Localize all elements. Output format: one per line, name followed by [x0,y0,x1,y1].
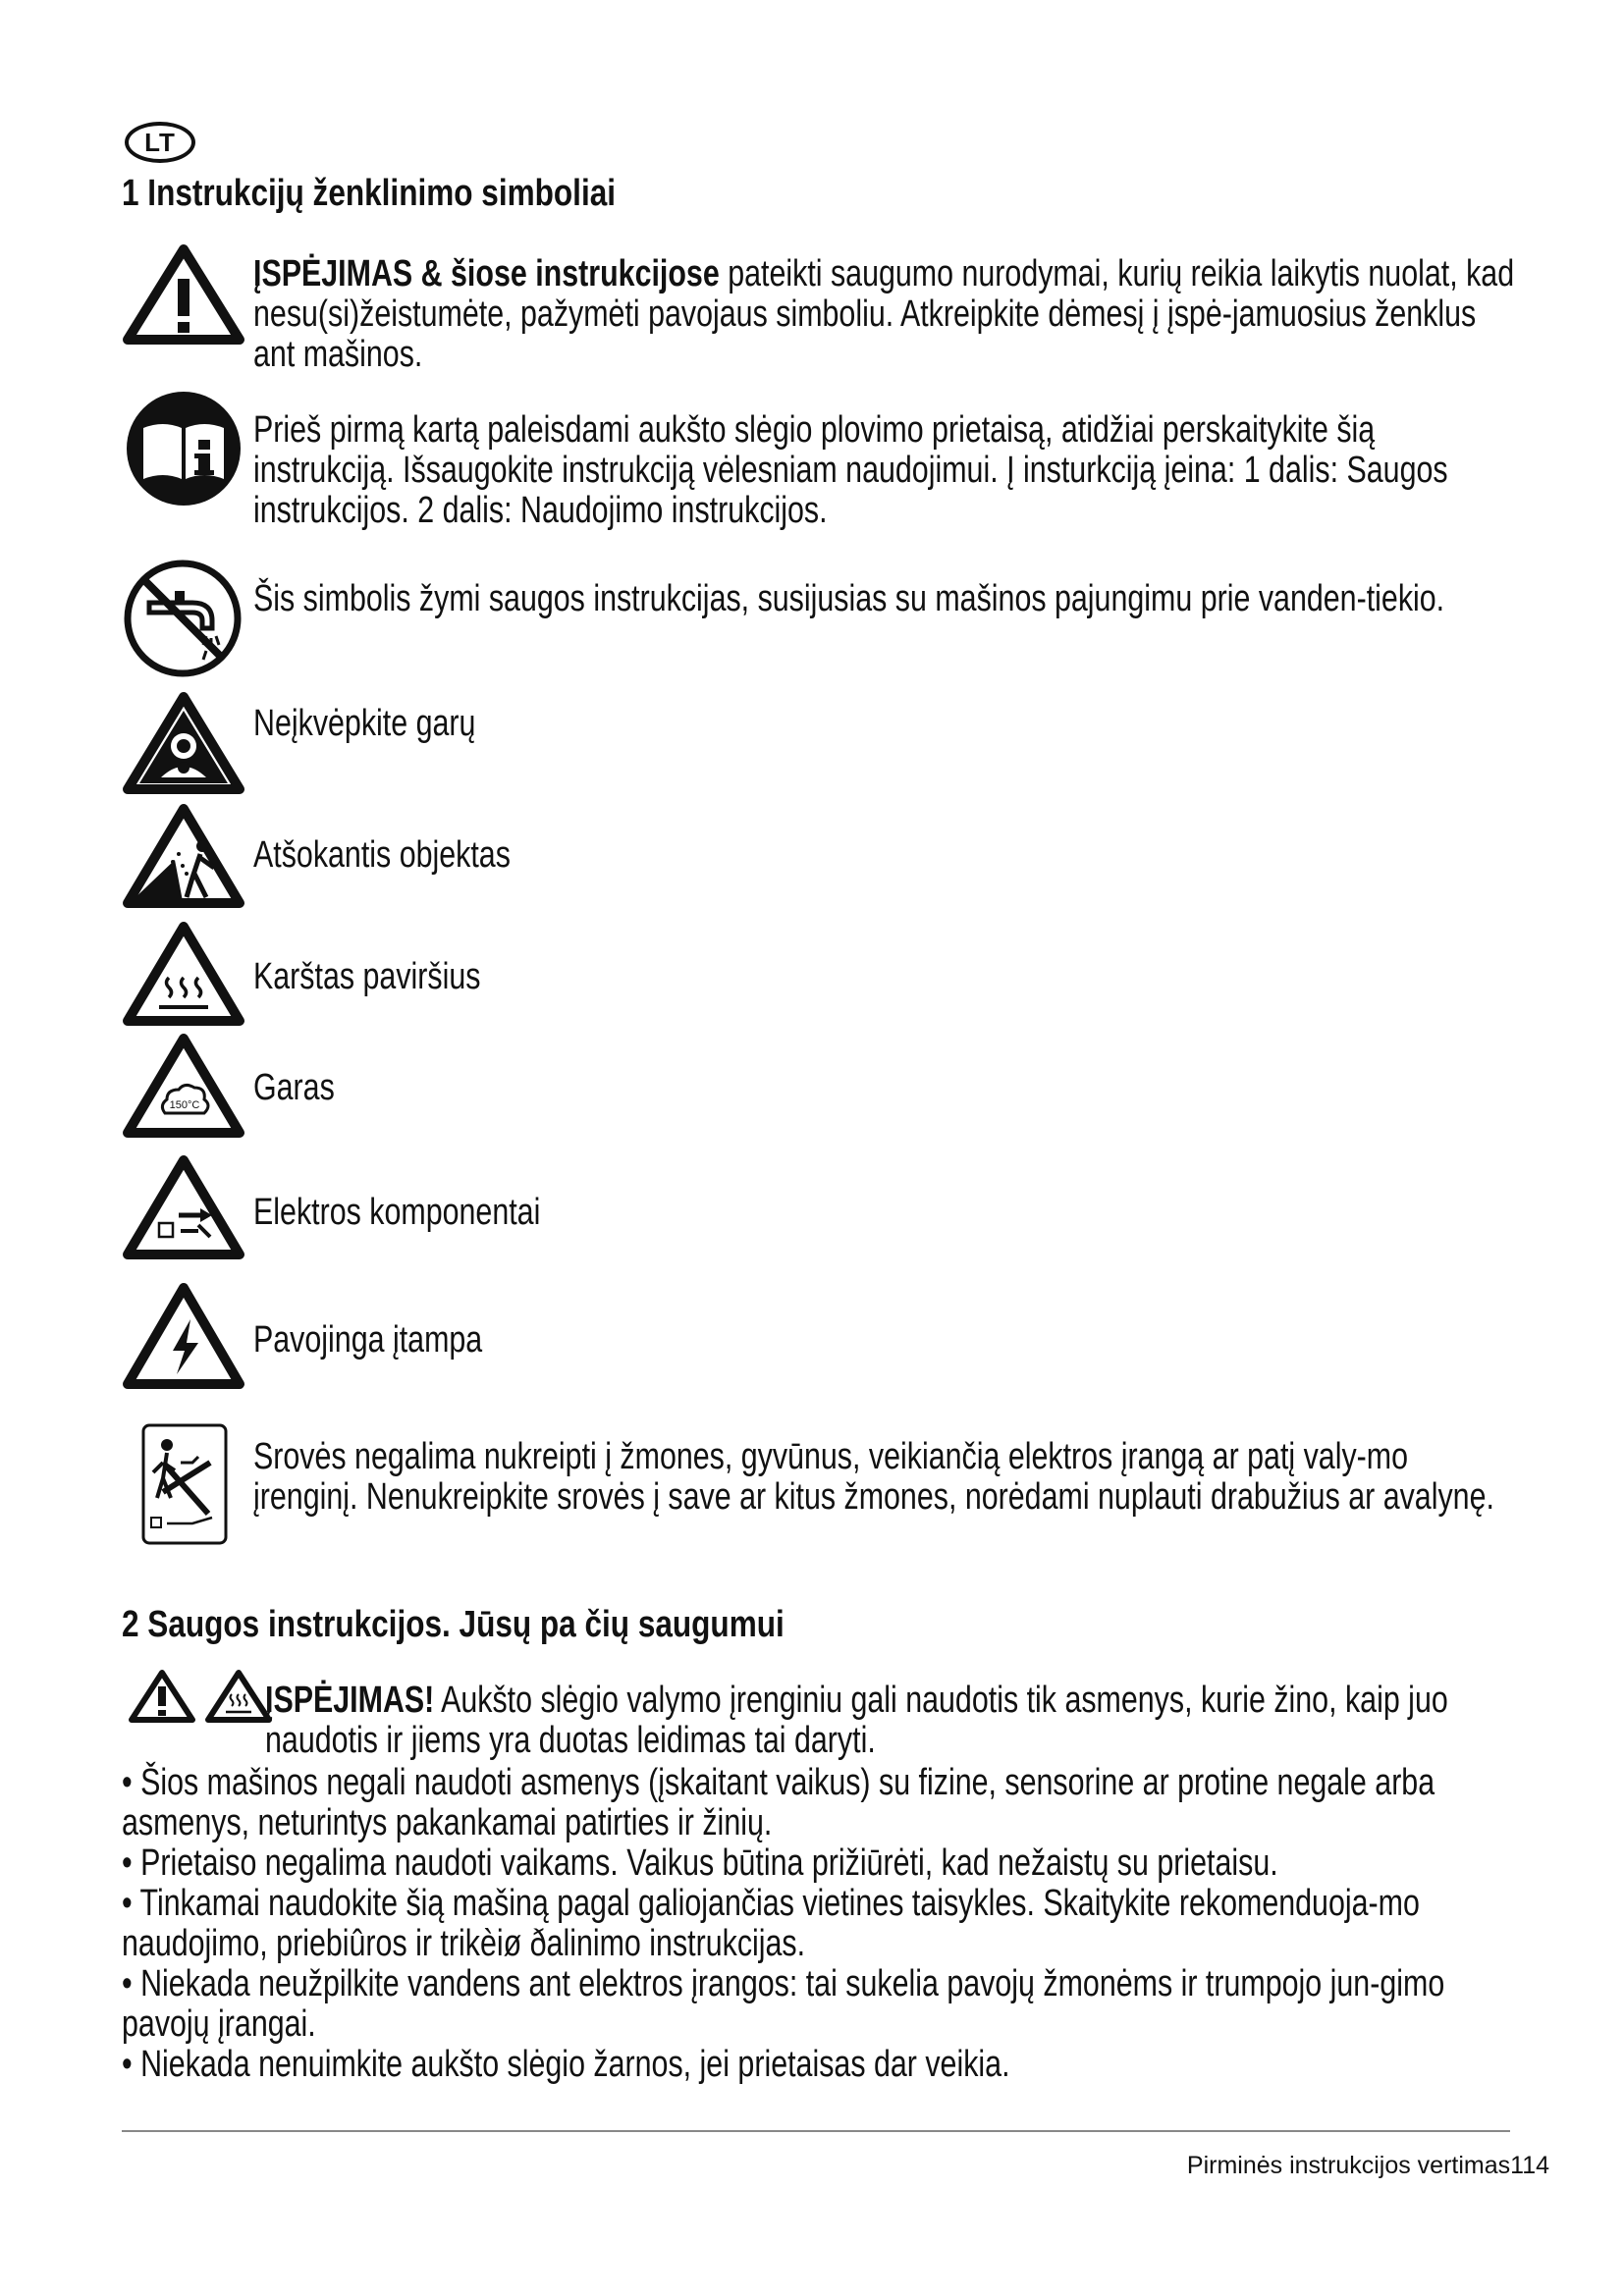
safety-warning-bold: ĮSPĖJIMAS! [265,1680,435,1721]
warning-bold-label: ĮSPĖJIMAS & šiose instrukcijose [253,253,720,294]
list-item: • Niekada nenuimkite aukšto slėgio žarnos, jei prietaisas dar veikia. [122,2044,1010,2085]
symbol-label-hot-surface: Karštas paviršius [253,956,481,997]
safety-warning-first-line: Aukšto slėgio valymo įrenginiu gali naudotis tik asmenys, kurie žino, kaip juo naudotis ir jiems yra duotas leidimas tai daryti. [265,1680,1448,1761]
language-badge: LT [125,122,195,163]
section-2-heading: 2 Saugos instrukcijos. Jūsų pa čių saugumui [122,1604,785,1645]
footer-page-label: Pirminės instrukcijos vertimas114 [1186,2152,1549,2179]
list-item: • Tinkamai naudokite šią mašiną pagal galiojančias vietines taisykles. Skaitykite rekomenduoja-mo naudojimo, priebiûros ir trikèiø ðalinimo instrukcijas. [122,1883,1420,1964]
hot-surface-warning-icon [122,921,245,1029]
no-spraying-people-icon [141,1423,228,1545]
safety-bullet-list [122,1763,1489,2085]
symbol-label-bouncing: Atšokantis objektas [253,834,511,876]
manual-paragraph: Prieš pirmą kartą paleisdami aukšto slėgio plovimo prietaisą, atidžiai perskaitykite šią instrukciją. Išsaugokite instrukciją vėlesniam naudojimui. Į insturkciją įeina: 1 dalis: Saugos instrukcijos. 2 dalis: Naudojimo instrukcijos. [253,409,1448,531]
symbol-label-electrical: Elektros komponentai [253,1192,541,1233]
section-1-heading: 1 Instrukcijų ženklinimo simboliai [122,173,617,214]
list-item: • Šios mašinos negali naudoti asmenys (įskaitant vaikus) su fizine, sensorine ar protine negale arba asmenys, neturintys pakankamai patirties ir žinių. [122,1762,1435,1843]
list-item: • Niekada neužpilkite vandens ant elektros įrangos: tai sukelia pavojų žmonėms ir trumpojo jun-gimo pavojų įrangai. [122,1963,1445,2045]
warning-text: pateikti saugumo nurodymai, kurių reikia laikytis nuolat, kad nesu(si)žeistumėte, pažymėti pavojaus simboliu. Atkreipkite dėmesį į įspė-jamuosius ženklus ant mašinos. [253,253,1515,375]
warning-triangle-icon [128,1669,196,1724]
bouncing-object-warning-icon [122,803,245,911]
symbol-label-breathing: Neįkvėpkite garų [253,703,476,744]
breathing-mask-warning-icon [122,691,245,797]
hot-surface-warning-icon [204,1669,273,1724]
no-water-connection-icon [122,558,244,679]
list-item: • Prietaiso negalima naudoti vaikams. Vaikus būtina prižiūrėti, kad nežaistų su prietaisu. [122,1842,1278,1884]
safety-warning-intro [265,1681,1490,1761]
steam-temp-label: 150°C [169,1099,200,1111]
read-manual-icon [126,391,242,507]
footer-divider [122,2130,1510,2132]
electrical-components-warning-icon [122,1154,245,1262]
high-voltage-warning-icon [122,1282,245,1392]
warning-triangle-icon [122,243,245,346]
warning-paragraph [253,254,1518,375]
symbol-label-voltage: Pavojinga įtampa [253,1319,483,1361]
water-connection-paragraph: Šis simbolis žymi saugos instrukcijas, susijusias su mašinos pajungimu prie vanden-tiekio. [253,578,1445,619]
jet-warning-paragraph: Srovės negalima nukreipti į žmones, gyvūnus, veikiančią elektros įrangą ar patį valy-mo įrenginį. Nenukreipkite srovės į save ar kitus žmones, norėdami nuplauti drabužius ar avalynę. [253,1436,1494,1518]
symbol-label-steam: Garas [253,1067,335,1108]
steam-warning-icon [122,1033,245,1141]
